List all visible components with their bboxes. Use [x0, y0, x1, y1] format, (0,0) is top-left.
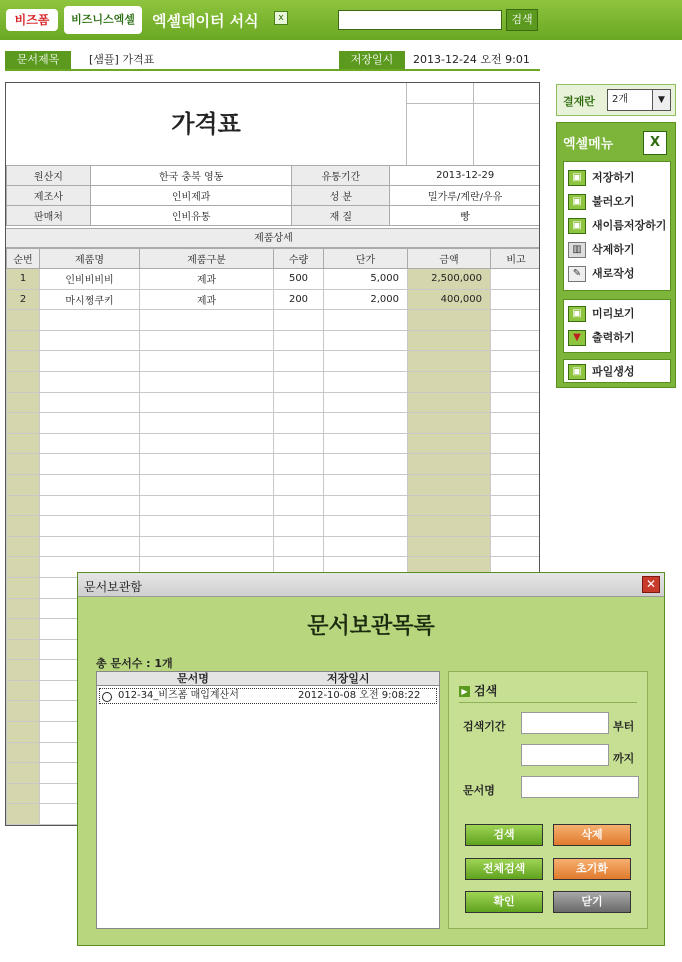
close-button[interactable]: 닫기 — [553, 891, 631, 913]
info-key: 판매처 — [7, 206, 91, 226]
empty-cell[interactable] — [7, 783, 40, 804]
menu-item-label: 미리보기 — [592, 307, 635, 320]
empty-cell[interactable] — [408, 413, 491, 434]
empty-cell[interactable] — [140, 433, 274, 454]
empty-cell[interactable] — [7, 516, 40, 537]
empty-cell[interactable] — [140, 516, 274, 537]
info-key: 제조사 — [7, 186, 91, 206]
info-key: 성 분 — [292, 186, 390, 206]
empty-cell[interactable] — [491, 516, 541, 537]
empty-cell[interactable] — [408, 310, 491, 331]
menu-group-export — [563, 359, 671, 383]
search-button[interactable]: 검색 — [465, 824, 543, 846]
table-row — [7, 351, 541, 372]
empty-cell[interactable] — [324, 474, 408, 495]
empty-cell[interactable] — [491, 392, 541, 413]
empty-cell[interactable] — [491, 310, 541, 331]
menu-item-label: 삭제하기 — [592, 243, 635, 256]
empty-cell[interactable] — [7, 474, 40, 495]
sheet-heading: 가격표 — [171, 110, 241, 138]
dialog-titlebar[interactable] — [78, 573, 664, 597]
table-row — [7, 371, 541, 392]
empty-cell[interactable] — [408, 433, 491, 454]
col-header: 제품구분 — [140, 249, 274, 269]
search-input[interactable] — [338, 10, 502, 30]
arrow-right-icon: ▶ — [459, 686, 470, 697]
empty-cell[interactable] — [274, 371, 324, 392]
empty-cell[interactable] — [40, 516, 140, 537]
info-key: 원산지 — [7, 166, 91, 186]
saved-time-label: 저장일시 — [339, 51, 405, 69]
empty-cell[interactable] — [324, 310, 408, 331]
empty-cell[interactable] — [7, 330, 40, 351]
empty-cell[interactable] — [7, 557, 40, 578]
empty-cell[interactable] — [140, 392, 274, 413]
period-to-input[interactable] — [521, 744, 609, 766]
cell-name[interactable]: 마시쩡쿠키 — [40, 289, 140, 310]
menu-item-label: 저장하기 — [592, 171, 635, 184]
print-icon: ▼ — [568, 330, 586, 346]
detail-title: 제품상세 — [6, 228, 540, 248]
empty-cell[interactable] — [7, 660, 40, 681]
empty-cell[interactable] — [7, 536, 40, 557]
empty-cell[interactable] — [40, 433, 140, 454]
empty-cell[interactable] — [7, 310, 40, 331]
info-row — [7, 206, 541, 226]
col-header: 순번 — [7, 249, 40, 269]
dialog-heading: 문서보관목록 — [307, 614, 435, 639]
document-list-header — [97, 672, 439, 686]
empty-cell[interactable] — [7, 722, 40, 743]
col-header-name: 문서명 — [177, 672, 209, 685]
empty-cell[interactable] — [491, 371, 541, 392]
menu-delete[interactable] — [568, 240, 672, 260]
document-storage-dialog — [77, 572, 665, 946]
empty-cell[interactable] — [40, 413, 140, 434]
empty-cell[interactable] — [324, 330, 408, 351]
chevron-down-icon[interactable]: ▼ — [652, 90, 670, 110]
empty-cell[interactable] — [408, 454, 491, 475]
new-document-icon: ✎ — [568, 266, 586, 282]
docname-input[interactable] — [521, 776, 639, 798]
empty-cell[interactable] — [40, 392, 140, 413]
empty-cell[interactable] — [40, 351, 140, 372]
info-value[interactable]: 빵 — [390, 206, 540, 226]
menu-print[interactable] — [568, 328, 672, 348]
empty-cell[interactable] — [491, 536, 541, 557]
empty-cell[interactable] — [140, 454, 274, 475]
load-icon: ▣ — [568, 194, 586, 210]
table-row — [7, 330, 541, 351]
empty-cell[interactable] — [274, 454, 324, 475]
approval-grid-line — [406, 103, 540, 104]
empty-cell[interactable] — [408, 474, 491, 495]
period-label: 검색기간 — [463, 720, 506, 733]
items-header-row — [7, 249, 541, 269]
cell-amount[interactable]: 2,500,000 — [408, 269, 491, 290]
table-row — [7, 495, 541, 516]
empty-cell[interactable] — [274, 413, 324, 434]
menu-group-file — [563, 161, 671, 291]
to-label: 까지 — [613, 752, 635, 765]
empty-cell[interactable] — [491, 495, 541, 516]
info-value[interactable]: 인비유통 — [90, 206, 292, 226]
empty-cell[interactable] — [7, 804, 40, 825]
cell-qty[interactable]: 200 — [274, 289, 324, 310]
info-value[interactable]: 인비제과 — [90, 186, 292, 206]
empty-cell[interactable] — [40, 371, 140, 392]
menu-save-as[interactable] — [568, 216, 672, 236]
empty-cell[interactable] — [7, 701, 40, 722]
empty-cell[interactable] — [408, 392, 491, 413]
table-row — [7, 413, 541, 434]
empty-cell[interactable] — [140, 330, 274, 351]
table-row — [7, 392, 541, 413]
empty-cell[interactable] — [40, 495, 140, 516]
info-row — [7, 166, 541, 186]
empty-cell[interactable] — [491, 433, 541, 454]
col-header: 제품명 — [40, 249, 140, 269]
info-table — [6, 165, 540, 226]
trash-icon: ▥ — [568, 242, 586, 258]
empty-cell[interactable] — [324, 371, 408, 392]
table-row — [7, 516, 541, 537]
preview-icon: ▣ — [568, 306, 586, 322]
empty-cell[interactable] — [7, 598, 40, 619]
excel-menu — [556, 122, 676, 388]
approval-grid-line — [406, 83, 407, 165]
empty-cell[interactable] — [491, 330, 541, 351]
menu-group-print — [563, 299, 671, 353]
empty-cell[interactable] — [7, 825, 40, 826]
list-item-name: 012-34_비즈폼 매입계산서 — [118, 690, 239, 701]
menu-create-file[interactable] — [568, 362, 672, 382]
from-label: 부터 — [613, 720, 635, 733]
col-header: 금액 — [408, 249, 491, 269]
empty-cell[interactable] — [491, 474, 541, 495]
close-icon[interactable]: ✕ — [642, 576, 660, 593]
col-header: 비고 — [491, 249, 541, 269]
table-row — [7, 454, 541, 475]
info-value[interactable]: 밀가루/계란/우유 — [390, 186, 540, 206]
empty-cell[interactable] — [40, 310, 140, 331]
empty-cell[interactable] — [274, 536, 324, 557]
doc-title-label: 문서제목 — [5, 51, 71, 69]
empty-cell[interactable] — [140, 474, 274, 495]
empty-cell[interactable] — [324, 516, 408, 537]
table-row — [7, 310, 541, 331]
empty-cell[interactable] — [408, 536, 491, 557]
empty-cell[interactable] — [274, 351, 324, 372]
empty-cell[interactable] — [40, 474, 140, 495]
empty-cell[interactable] — [491, 454, 541, 475]
empty-cell[interactable] — [7, 392, 40, 413]
empty-cell[interactable] — [274, 474, 324, 495]
empty-cell[interactable] — [140, 495, 274, 516]
page-title: 엑셀데이터 서식 — [152, 12, 259, 30]
empty-cell[interactable] — [140, 371, 274, 392]
empty-cell[interactable] — [7, 495, 40, 516]
bizform-logo[interactable]: 비즈폼 — [6, 9, 58, 31]
empty-cell[interactable] — [274, 392, 324, 413]
empty-cell[interactable] — [324, 413, 408, 434]
document-list[interactable] — [96, 671, 440, 929]
empty-cell[interactable] — [491, 351, 541, 372]
saved-time-value: 2013-12-24 오전 9:01 — [413, 53, 530, 66]
ok-button[interactable]: 확인 — [465, 891, 543, 913]
approval-box — [556, 84, 676, 116]
divider — [459, 702, 637, 703]
save-icon: ▣ — [568, 170, 586, 186]
docname-label: 문서명 — [463, 784, 495, 797]
bizexcel-logo[interactable]: 비즈니스엑셀 — [64, 6, 142, 34]
info-key: 유통기간 — [292, 166, 390, 186]
menu-item-label: 출력하기 — [592, 331, 635, 344]
search-button[interactable]: 검색 — [506, 9, 538, 31]
table-row — [7, 474, 541, 495]
approval-select-value: 2개 — [612, 94, 629, 105]
menu-item-label: 새로작성 — [592, 267, 635, 280]
list-item[interactable] — [99, 688, 437, 704]
table-row — [7, 289, 541, 310]
empty-cell[interactable] — [324, 536, 408, 557]
search-all-button[interactable]: 전체검색 — [465, 858, 543, 880]
menu-new[interactable] — [568, 264, 672, 284]
empty-cell[interactable] — [324, 351, 408, 372]
empty-cell[interactable] — [40, 454, 140, 475]
menu-item-label: 새이름저장하기 — [592, 219, 667, 232]
empty-cell[interactable] — [7, 433, 40, 454]
cell-name[interactable]: 인비비비비 — [40, 269, 140, 290]
doc-title-value: [샘플] 가격표 — [89, 53, 155, 66]
menu-save[interactable] — [568, 168, 672, 188]
create-file-icon: ▣ — [568, 364, 586, 380]
empty-cell[interactable] — [324, 495, 408, 516]
delete-button[interactable]: 삭제 — [553, 824, 631, 846]
cell-qty[interactable]: 500 — [274, 269, 324, 290]
empty-cell[interactable] — [324, 454, 408, 475]
save-as-icon: ▣ — [568, 218, 586, 234]
excel-menu-title: 엑셀메뉴 — [563, 137, 614, 152]
empty-cell[interactable] — [7, 763, 40, 784]
empty-cell[interactable] — [7, 619, 40, 640]
cell-note[interactable] — [491, 289, 541, 310]
col-header: 단가 — [324, 249, 408, 269]
info-value[interactable]: 한국 충북 영동 — [90, 166, 292, 186]
approval-label: 결재란 — [563, 95, 595, 108]
empty-cell[interactable] — [7, 413, 40, 434]
empty-cell[interactable] — [140, 351, 274, 372]
empty-cell[interactable] — [274, 330, 324, 351]
empty-cell[interactable] — [324, 433, 408, 454]
empty-cell[interactable] — [491, 413, 541, 434]
cell-type[interactable]: 제과 — [140, 269, 274, 290]
col-header: 수량 — [274, 249, 324, 269]
empty-cell[interactable] — [7, 742, 40, 763]
empty-cell[interactable] — [408, 351, 491, 372]
empty-cell[interactable] — [7, 577, 40, 598]
cell-no[interactable]: 2 — [7, 289, 40, 310]
cell-no[interactable]: 1 — [7, 269, 40, 290]
cell-price[interactable]: 5,000 — [324, 269, 408, 290]
empty-cell[interactable] — [274, 310, 324, 331]
empty-cell[interactable] — [7, 680, 40, 701]
empty-cell[interactable] — [140, 536, 274, 557]
table-row — [7, 433, 541, 454]
empty-cell[interactable] — [140, 310, 274, 331]
excel-icon: X — [643, 131, 667, 155]
top-bar — [0, 0, 682, 40]
table-row — [7, 269, 541, 290]
empty-cell[interactable] — [408, 495, 491, 516]
empty-cell[interactable] — [40, 330, 140, 351]
info-value[interactable]: 2013-12-29 — [390, 166, 540, 186]
empty-cell[interactable] — [324, 392, 408, 413]
empty-cell[interactable] — [40, 536, 140, 557]
reset-button[interactable]: 초기화 — [553, 858, 631, 880]
approval-select[interactable] — [607, 89, 671, 111]
dialog-title: 문서보관함 — [84, 580, 142, 594]
cell-price[interactable]: 2,000 — [324, 289, 408, 310]
info-key: 재 질 — [292, 206, 390, 226]
empty-cell[interactable] — [274, 516, 324, 537]
document-header — [5, 51, 540, 71]
empty-cell[interactable] — [274, 495, 324, 516]
cell-amount[interactable]: 400,000 — [408, 289, 491, 310]
empty-cell[interactable] — [408, 371, 491, 392]
info-row — [7, 186, 541, 206]
empty-cell[interactable] — [7, 351, 40, 372]
col-header-date: 저장일시 — [327, 672, 370, 685]
empty-cell[interactable] — [408, 330, 491, 351]
search-panel-title-text: 검색 — [474, 684, 498, 698]
empty-cell[interactable] — [7, 371, 40, 392]
cell-note[interactable] — [491, 269, 541, 290]
menu-item-label: 파일생성 — [592, 365, 635, 378]
empty-cell[interactable] — [7, 639, 40, 660]
menu-load[interactable] — [568, 192, 672, 212]
menu-item-label: 불러오기 — [592, 195, 635, 208]
cell-type[interactable]: 제과 — [140, 289, 274, 310]
document-count: 총 문서수 : 1개 — [96, 657, 173, 670]
empty-cell[interactable] — [140, 413, 274, 434]
excel-small-icon: x — [274, 11, 288, 25]
menu-preview[interactable] — [568, 304, 672, 324]
empty-cell[interactable] — [7, 454, 40, 475]
period-from-input[interactable] — [521, 712, 609, 734]
list-item-date: 2012-10-08 오전 9:08:22 — [298, 690, 421, 701]
empty-cell[interactable] — [274, 433, 324, 454]
list-item-radio[interactable] — [102, 692, 112, 702]
empty-cell[interactable] — [408, 516, 491, 537]
table-row — [7, 536, 541, 557]
approval-grid-line — [473, 83, 474, 165]
search-panel-title — [459, 682, 497, 699]
